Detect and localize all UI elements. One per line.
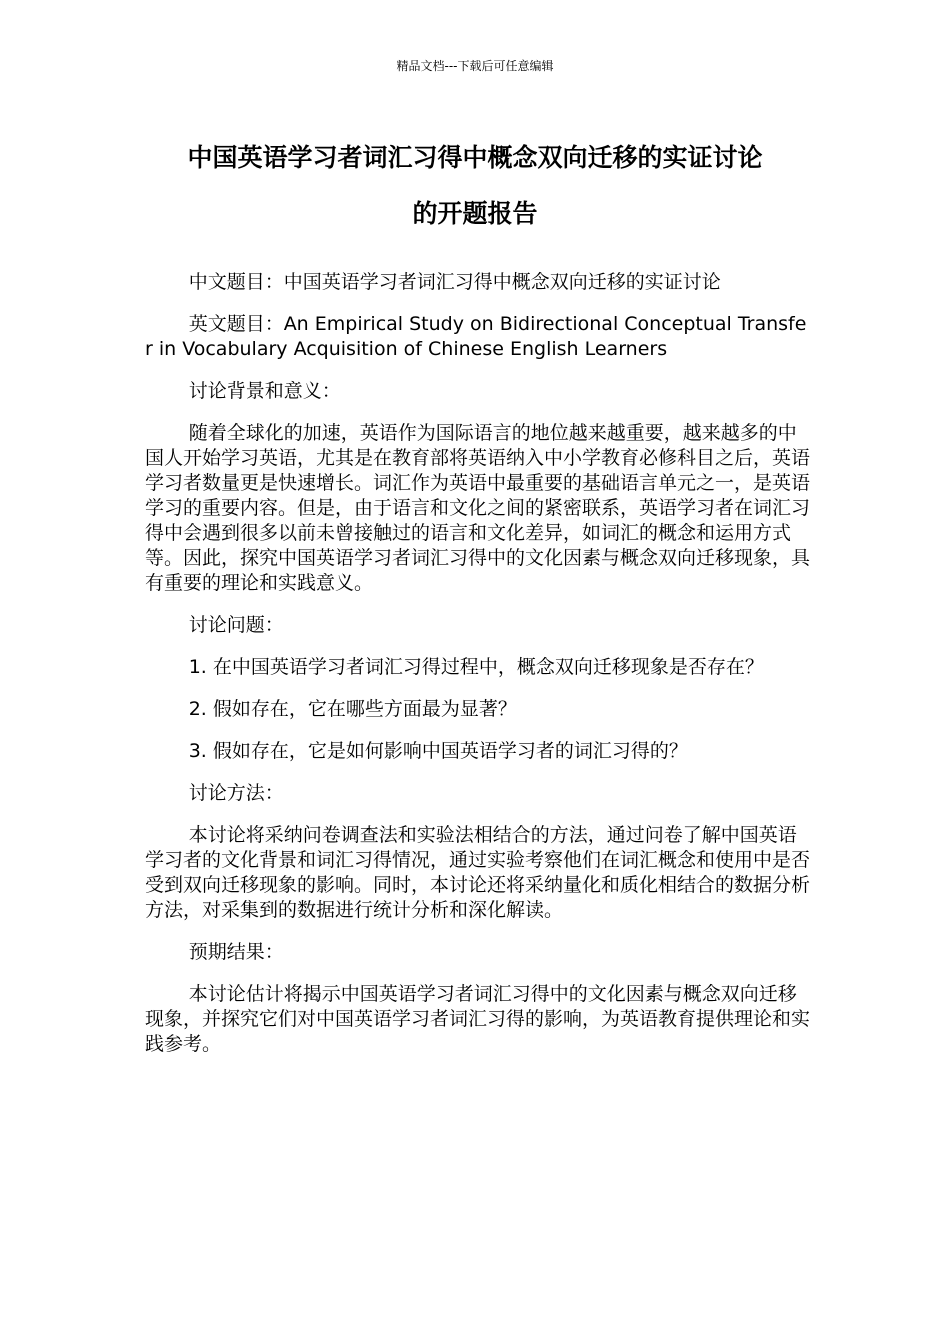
header-note: 精品文档---下载后可任意编辑	[396, 59, 554, 73]
chinese-title-line: 中文题目：中国英语学习者词汇习得中概念双向迁移的实证讨论	[188, 271, 721, 293]
section-heading-background: 讨论背景和意义：	[188, 380, 341, 402]
results-paragraph: 本讨论估计将揭示中国英语学习者词汇习得中的文化因素与概念双向迁移现象，并探究它们对中国英语学习者词汇习得的影响，为英语教育提供理论和实践参考。	[145, 983, 811, 1055]
english-title-line: 英文题目：An Empirical Study on Bidirectional Conceptual Transfer in Vocabulary Acquisition of Chinese English Learners	[145, 313, 807, 360]
title-line-1: 中国英语学习者词汇习得中概念双向迁移的实证讨论	[187, 143, 763, 172]
title-line-2: 的开题报告	[412, 199, 538, 228]
methods-paragraph: 本讨论将采纳问卷调查法和实验法相结合的方法，通过问卷了解中国英语学习者的文化背景和词汇习得情况，通过实验考察他们在词汇概念和使用中是否受到双向迁移现象的影响。同时，本讨论还将采纳量化和质化相结合的数据分析方法，对采集到的数据进行统计分析和深化解读。	[145, 824, 811, 921]
section-heading-methods: 讨论方法：	[188, 782, 284, 804]
section-heading-questions: 讨论问题：	[188, 614, 284, 636]
question-item-1: 1. 在中国英语学习者词汇习得过程中，概念双向迁移现象是否存在？	[188, 656, 764, 678]
document-body	[145, 270, 810, 1074]
document-title	[140, 130, 810, 242]
background-paragraph: 随着全球化的加速，英语作为国际语言的地位越来越重要，越来越多的中国人开始学习英语，尤其是在教育部将英语纳入中小学教育必修科目之后，英语学习者数量更是快速增长。词汇作为英语中最重要的基础语言单元之一，是英语学习的重要内容。但是，由于语言和文化之间的紧密联系，英语学习者在词汇习得中会遇到很多以前未曾接触过的语言和文化差异，如词汇的概念和运用方式等。因此，探究中国英语学习者词汇习得中的文化因素与概念双向迁移现象，具有重要的理论和实践意义。	[145, 422, 811, 594]
question-item-3: 3. 假如存在，它是如何影响中国英语学习者的词汇习得的？	[188, 740, 688, 762]
section-heading-results: 预期结果：	[188, 941, 284, 963]
question-item-2: 2. 假如存在，它在哪些方面最为显著？	[188, 698, 517, 720]
